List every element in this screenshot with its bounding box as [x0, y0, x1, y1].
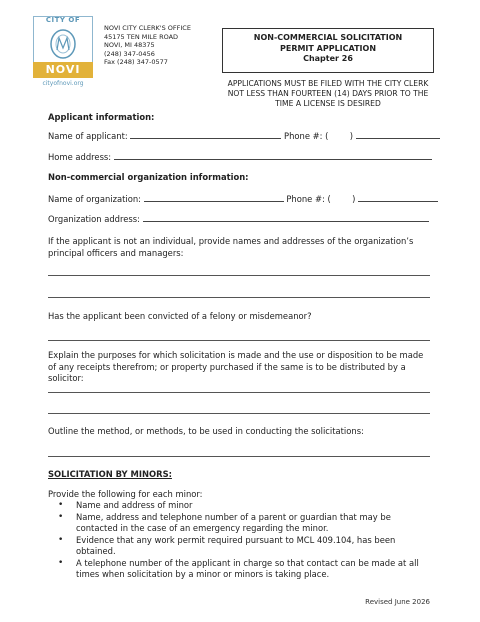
method-question: Outline the method, or methods, to be used in conducting the solicitations:: [48, 426, 364, 436]
organization-name-field[interactable]: [144, 194, 284, 202]
office-name: NOVI CITY CLERK'S OFFICE: [104, 24, 191, 32]
organization-name-row: [48, 194, 438, 204]
office-fax: Fax (248) 347-0577: [104, 58, 168, 67]
office-address-block: [104, 24, 191, 67]
organization-heading: Non-commercial organization information:: [48, 172, 249, 182]
felony-answer-line[interactable]: [48, 340, 430, 341]
form-title-line2: PERMIT APPLICATION: [279, 43, 377, 53]
form-title-box: [222, 28, 434, 73]
applicant-phone-area-field[interactable]: [331, 132, 347, 139]
revision-date: Revised June 2026: [365, 598, 430, 606]
minors-intro: Provide the following for each minor:: [48, 489, 203, 499]
purposes-question: Explain the purposes for which solicitation is made and the use or disposition to be made of any receipts therefrom; or property purchased if the same is to be distributed by a solicitor:: [48, 350, 424, 383]
applicant-address-row: [48, 152, 432, 162]
form-title-line3: Chapter 26: [303, 54, 353, 63]
minors-requirement-item: • A telephone number of the applicant in charge so that contact can be made at all times when solicitation by a minor or minors is taking place.: [48, 558, 434, 580]
minors-requirement-item: • Evidence that any work permit required pursuant to MCL 409.104, has been obtained.: [48, 535, 434, 557]
office-phone: (248) 347-0456: [104, 49, 155, 58]
applicant-name-field[interactable]: [130, 131, 281, 139]
minors-requirement-item: • Name and address of minor: [48, 500, 434, 511]
officers-question: If the applicant is not an individual, provide names and addresses of the organization’s principal officers and managers:: [48, 236, 414, 258]
felony-question: Has the applicant been convicted of a felony or misdemeanor?: [48, 311, 312, 321]
purposes-answer-line-2[interactable]: [48, 413, 430, 414]
applicant-name-row: [48, 131, 440, 141]
minors-heading: SOLICITATION BY MINORS:: [48, 469, 172, 479]
officers-answer-line-1[interactable]: [48, 275, 430, 276]
organization-phone-paren: ): [352, 194, 356, 204]
applicant-phone-paren: ): [349, 131, 354, 141]
minors-requirements-list: [48, 500, 434, 581]
logo-url: cityofnovi.org: [42, 80, 84, 87]
applicant-heading: Applicant information:: [48, 112, 155, 122]
city-seal-icon: [43, 26, 83, 62]
office-city: NOVI, MI 48375: [104, 41, 155, 50]
applicant-address-field[interactable]: [114, 152, 432, 160]
form-title-line1: NON-COMMERCIAL SOLICITATION: [253, 33, 403, 42]
logo-wordmark: NOVI: [33, 62, 93, 78]
applicant-phone-label: Phone #: (: [284, 131, 329, 141]
minors-requirement-item: • Name, address and telephone number of a parent or guardian that may be contacted in the case of an emergency regarding the minor.: [48, 512, 434, 534]
organization-address-label: Organization address:: [48, 214, 140, 224]
organization-address-row: [48, 214, 429, 224]
organization-phone-label: Phone #: (: [286, 194, 331, 204]
logo-city-text: CITY OF: [45, 16, 81, 24]
office-street: 45175 TEN MILE ROAD: [104, 32, 179, 41]
organization-phone-field[interactable]: [358, 194, 438, 202]
method-answer-line[interactable]: [48, 456, 430, 457]
organization-phone-area-field[interactable]: [333, 195, 349, 202]
organization-name-label: Name of organization:: [48, 194, 141, 204]
applicant-name-label: Name of applicant:: [48, 131, 128, 141]
applicant-phone-field[interactable]: [356, 131, 440, 139]
filing-notice: APPLICATIONS MUST BE FILED WITH THE CITY CLERK NOT LESS THAN FOURTEEN (14) DAYS PRIOR TO THE TIME A LICENSE IS DESIRED: [227, 79, 429, 108]
purposes-answer-line-1[interactable]: [48, 392, 430, 393]
officers-answer-line-2[interactable]: [48, 297, 430, 298]
organization-address-field[interactable]: [143, 214, 429, 222]
applicant-address-label: Home address:: [48, 152, 112, 162]
